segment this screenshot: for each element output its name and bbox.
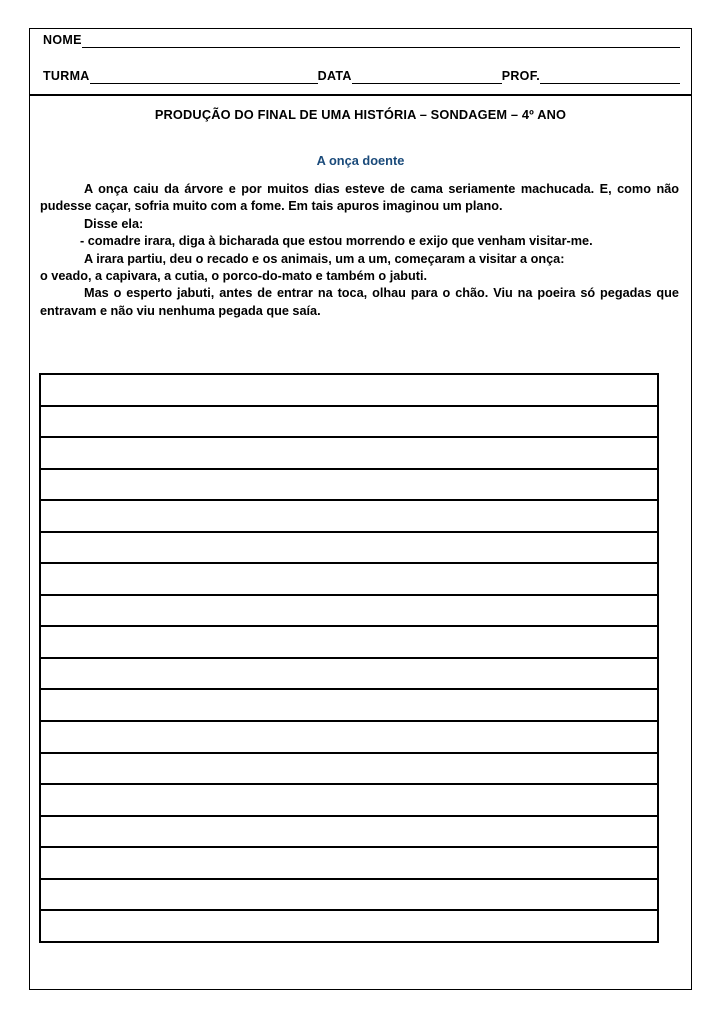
story-paragraph: o veado, a capivara, a cutia, o porco-do-mato e também o jabuti. <box>40 269 428 284</box>
writing-line[interactable] <box>41 722 657 754</box>
writing-line[interactable] <box>41 407 657 439</box>
writing-line[interactable] <box>41 533 657 565</box>
nome-field-input[interactable] <box>82 34 680 48</box>
writing-line[interactable] <box>41 848 657 880</box>
story-title: A onça doente <box>316 153 405 168</box>
story-paragraph: Mas o esperto jabuti, antes de entrar na toca, olhau para o chão. Viu na poeira só pegadas que entravam e não viu nenhuma pegada que saía. <box>40 286 679 318</box>
writing-line[interactable] <box>41 690 657 722</box>
turma-field-label: TURMA <box>43 69 90 83</box>
turma-data-prof-field-row <box>43 69 680 84</box>
story-paragraph: A onça caiu da árvore e por muitos dias esteve de cama seriamente machucada. E, como não pudesse caçar, sofria muito com a fome. Em tais apuros imaginou um plano. <box>40 182 679 214</box>
writing-lines-area[interactable] <box>39 373 659 943</box>
writing-line[interactable] <box>41 596 657 628</box>
story-paragraph: - comadre irara, diga à bicharada que estou morrendo e exijo que venham visitar-me. <box>80 234 593 249</box>
story-paragraph: A irara partiu, deu o recado e os animais, um a um, começaram a visitar a onça: <box>84 251 565 266</box>
data-field-label: DATA <box>317 69 352 83</box>
prof-field-input[interactable] <box>540 70 680 84</box>
identification-header <box>30 29 691 96</box>
prof-field-label: PROF. <box>501 69 541 83</box>
writing-line[interactable] <box>41 785 657 817</box>
worksheet-page <box>29 28 692 990</box>
writing-line[interactable] <box>41 754 657 786</box>
writing-line[interactable] <box>41 564 657 596</box>
writing-line[interactable] <box>41 375 657 407</box>
story-text <box>40 181 679 320</box>
writing-line[interactable] <box>41 659 657 691</box>
writing-line[interactable] <box>41 880 657 912</box>
story-paragraph: Disse ela: <box>84 216 144 231</box>
writing-line[interactable] <box>41 501 657 533</box>
writing-line[interactable] <box>41 438 657 470</box>
data-field-input[interactable] <box>352 70 502 84</box>
sheet-title: PRODUÇÃO DO FINAL DE UMA HISTÓRIA – SONDAGEM – 4º ANO <box>154 107 567 122</box>
nome-field-label: NOME <box>43 33 82 47</box>
writing-line[interactable] <box>41 470 657 502</box>
writing-line[interactable] <box>41 627 657 659</box>
writing-line[interactable] <box>41 911 657 943</box>
turma-field-input[interactable] <box>90 70 318 84</box>
writing-line[interactable] <box>41 817 657 849</box>
nome-field-row <box>43 33 680 48</box>
